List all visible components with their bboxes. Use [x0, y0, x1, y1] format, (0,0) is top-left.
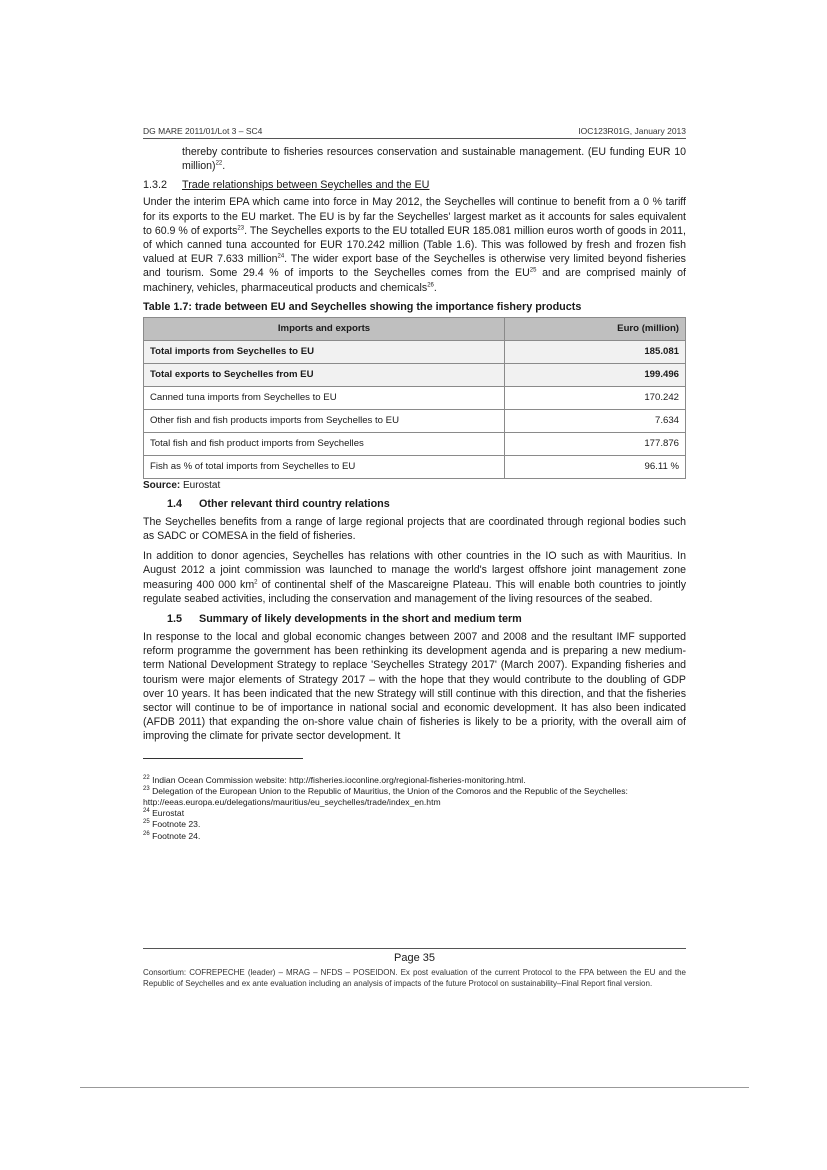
row-value: 96.11 % — [505, 455, 686, 478]
footnote — [143, 819, 686, 830]
paragraph — [143, 549, 686, 606]
consortium-note: Consortium: COFREPECHE (leader) – MRAG – NFDS – POSEIDON. Ex post evaluation of the current Protocol to the FPA between the EU and the Republic of Seychelles and ex ante evaluation including an analysis of impacts of the future Protocol on sustainability–Final Report final version. — [143, 968, 686, 988]
paragraph-text: . — [433, 281, 437, 294]
footnote-ref: 23 — [237, 225, 245, 232]
footnote-number: 26 — [143, 830, 150, 837]
footnote — [143, 775, 686, 786]
section-heading-1-4 — [167, 498, 686, 510]
section-heading-1-5 — [167, 613, 686, 625]
document-page — [143, 126, 686, 842]
paragraph-text: and are comprised mainly of machinery, vehicles, pharmaceutical products and chemicals — [143, 267, 686, 294]
row-label: Total imports from Seychelles to EU — [144, 340, 505, 363]
footnote — [143, 831, 686, 842]
paragraph-text: In addition to donor agencies, Seychelles has relations with other countries in the IO such as with Mauritius. In August 2012 a joint commission was launched to manage the world's largest offshore joint management zone measuring 400 000 km — [143, 550, 686, 591]
header-right: IOC123R01G, January 2013 — [578, 126, 686, 136]
table-row — [144, 409, 686, 432]
page-number: Page 35 — [394, 952, 435, 964]
footnote-ref: 24 — [277, 253, 285, 260]
superscript: 2 — [254, 579, 258, 586]
table-source — [143, 480, 686, 491]
paragraph-text: . The wider export base of the Seychelles is otherwise very limited beyond fisheries and tourism. Some 29.4 % of imports to the Seychelles comes from the EU — [143, 253, 686, 280]
header-left: DG MARE 2011/01/Lot 3 – SC4 — [143, 126, 263, 136]
section-number: 1.5 — [167, 613, 183, 626]
intro-continuation — [143, 145, 686, 173]
footnote-text: Footnote 23. — [149, 819, 201, 830]
footnote-number: 22 — [143, 774, 150, 781]
page-footer — [143, 948, 686, 989]
page-bottom-rule — [80, 1087, 749, 1088]
row-label: Canned tuna imports from Seychelles to EU — [144, 386, 505, 409]
footnote-text: Delegation of the European Union to the Republic of Mauritius, the Union of the Comoros and the Republic of the Seychelles: http://eeas.europa.eu/delegations/mauritius/eu_seychelles/trade/index_en.htm — [143, 785, 628, 808]
paragraph-text: of continental shelf of the Mascareigne Plateau. This will enable both countries to jointly regulate seabed activities, including the conservation and management of the living resources of the seabed. — [143, 578, 686, 605]
row-label: Fish as % of total imports from Seychelles to EU — [144, 455, 505, 478]
footnote-number: 23 — [143, 786, 150, 793]
row-label: Total exports to Seychelles from EU — [144, 363, 505, 386]
paragraph-text: Under the interim EPA which came into force in May 2012, the Seychelles will continue to benefit from a 0 % tariff for its exports to the EU market. The EU is by far the Seychelles' largest market as it accounts for sales equivalent to 60.9 % of exports — [143, 196, 686, 237]
section-heading-1-3-2 — [143, 179, 686, 191]
source-label: Source: — [143, 479, 181, 491]
row-label: Total fish and fish product imports from Seychelles — [144, 432, 505, 455]
section-title: Summary of likely developments in the short and medium term — [199, 613, 522, 626]
table-caption: Table 1.7: trade between EU and Seychelles showing the importance fishery products — [143, 300, 582, 313]
row-value: 170.242 — [505, 386, 686, 409]
row-label: Other fish and fish products imports from Seychelles to EU — [144, 409, 505, 432]
paragraph: In response to the local and global economic changes between 2007 and 2008 and the resultant IMF supported reform programme the government has been rethinking its development agenda and is preparing a new medium-term National Development Strategy to replace 'Seychelles Strategy 2017' (March 2007). Expanding fisheries and tourism were major elements of Strategy 2017 – with the hope that they would contribute to the doubling of GDP over 10 years. It has been indicated that the new Strategy will still continue with this direction, and that the fisheries sector will continue to be of importance in national social and economic development. It has also been indicated (AFDB 2011) that expanding the on-shore value chain of fisheries is likely to be a priority, with the overall aim of improving the climate for private sector development. It — [143, 631, 686, 743]
table-header-row — [144, 317, 686, 340]
footnote-number: 24 — [143, 808, 150, 815]
intro-end: . — [222, 160, 226, 173]
section-number: 1.3.2 — [143, 179, 168, 192]
column-header: Euro (million) — [505, 317, 686, 340]
row-value: 177.876 — [505, 432, 686, 455]
footnote-text: Indian Ocean Commission website: http://fisheries.ioconline.org/regional-fisheries-monitoring.html. — [149, 774, 526, 785]
table-row — [144, 386, 686, 409]
table-row — [144, 455, 686, 478]
table-row — [144, 340, 686, 363]
table-row — [144, 363, 686, 386]
table-row — [144, 432, 686, 455]
paragraph: The Seychelles benefits from a range of large regional projects that are coordinated through regional bodies such as SADC or COMESA in the field of fisheries. — [143, 515, 686, 543]
footnotes — [143, 775, 686, 842]
footnote-text: Eurostat — [149, 808, 185, 819]
column-header: Imports and exports — [144, 317, 505, 340]
row-value: 7.634 — [505, 409, 686, 432]
section-title: Trade relationships between Seychelles and the EU — [182, 179, 430, 192]
section-number: 1.4 — [167, 497, 183, 510]
footnote — [143, 808, 686, 819]
trade-table — [143, 317, 686, 479]
trade-paragraph — [143, 195, 686, 294]
footnote-text: Footnote 24. — [149, 830, 201, 841]
paragraph-text: . The Seychelles exports to the EU totalled EUR 185.081 million euros worth of goods in 2011, of which canned tuna accounted for EUR 170.242 million (Table 1.6). This was followed by fresh and frozen fish valued at EUR 7.633 million — [143, 224, 686, 266]
section-title: Other relevant third country relations — [199, 497, 390, 510]
row-value: 199.496 — [505, 363, 686, 386]
footnote-separator — [143, 758, 303, 759]
footnote — [143, 786, 686, 808]
footnote-number: 25 — [143, 819, 150, 826]
footnote-ref: 26 — [427, 282, 434, 289]
running-header — [143, 126, 686, 139]
intro-text: thereby contribute to fisheries resources conservation and sustainable management. (EU funding EUR 10 million) — [182, 146, 686, 173]
row-value: 185.081 — [505, 340, 686, 363]
source-value: Eurostat — [180, 479, 221, 491]
footnote-ref: 25 — [529, 267, 537, 274]
footnote-ref: 22 — [215, 160, 223, 167]
